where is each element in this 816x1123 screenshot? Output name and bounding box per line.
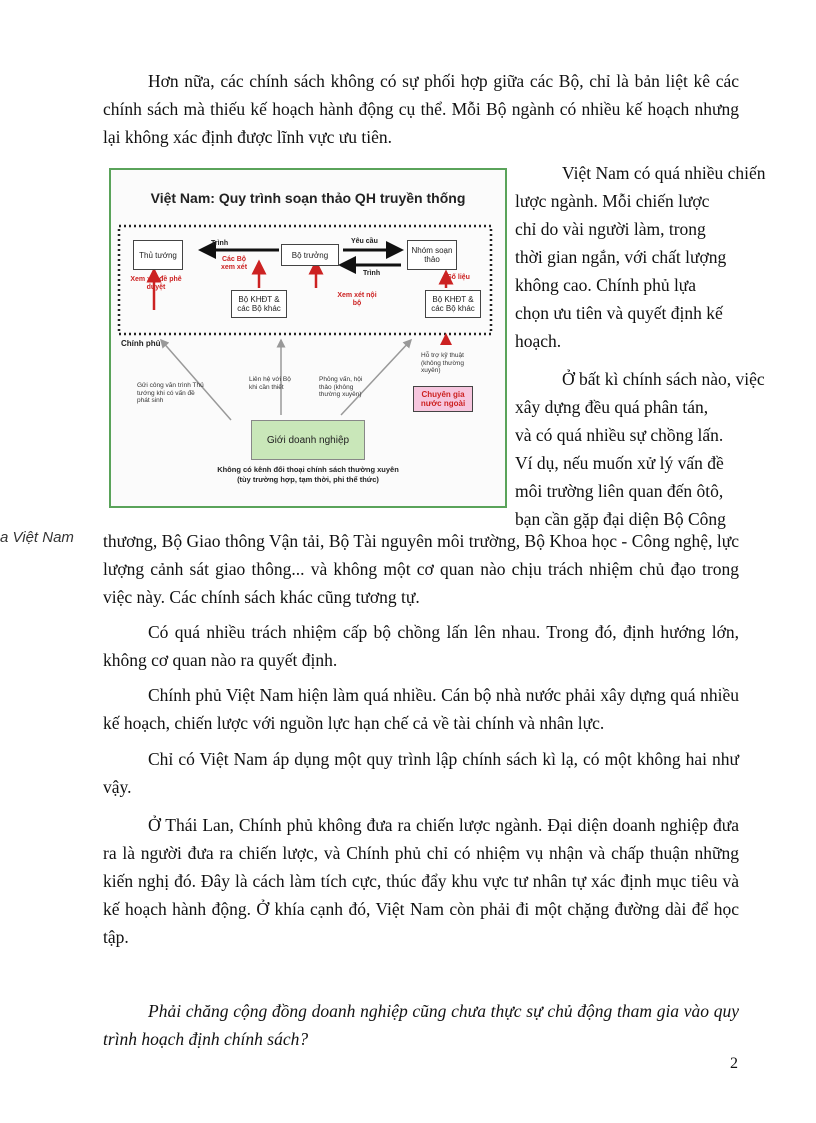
float-line: thời gian ngắn, với chất lượng [515,247,727,267]
paragraph-policy-coordination: Hơn nữa, các chính sách không có sự phối hợp giữa các Bộ, chỉ là bản liệt kê các chính sách mà thiếu kế hoạch hành động cụ thể. Mỗi Bộ ngành có nhiều kế hoạch nhưng lại không xác định được lĩnh vực ưu tiên. [103,71,739,147]
float-line: và có quá nhiều sự chồng lấn. [515,425,724,445]
label-trinh-top: Trình [211,240,229,247]
note-lien-he: Liên hệ với Bộ khi cần thiết [249,376,291,391]
process-diagram-figure [109,168,507,508]
figure-title: Việt Nam: Quy trình soạn thảo QH truyền thống [150,190,466,206]
paragraph-thailand-example: Ở Thái Lan, Chính phủ không đưa ra chiến lược ngành. Đại diện doanh nghiệp đưa ra là người đưa ra chiến lược, và Chính phủ chỉ có nhiệm vụ nhận và chấp thuận những kiến nghị đó. Đây là cách làm tích cực, thúc đẩy khu vực tư nhân tự xác định mục tiêu và kế hoạch hành động. Ở khía cạnh đó, Việt Nam còn phải đi một chặng đường dài để học tập. [103,815,739,947]
paragraph-overlap-continued: thương, Bộ Giao thông Vận tải, Bộ Tài nguyên môi trường, Bộ Khoa học - Công nghệ, lực lượng cảnh sát giao thông... và không một cơ quan nào chịu trách nhiệm chủ đạo trong việc này. Các chính sách khác cũng tương tự. [103,531,739,607]
box-bo-khdt-left: Bộ KHĐT & các Bộ khác [231,290,287,318]
float-line: Việt Nam có quá nhiều chiến [562,163,766,183]
note-ho-tro: Hỗ trợ kỹ thuật (không thường xuyên) [421,352,464,374]
interview-question: Phải chăng cộng đồng doanh nghiệp cũng chưa thực sự chủ động tham gia vào quy trình hoạch định chính sách? [103,1001,739,1049]
float-line: không cao. Chính phủ lựa [515,275,697,295]
float-line: chỉ do vài người làm, trong [515,219,706,239]
label-cac-bo-xem-xet: Các Bộ xem xét [220,256,248,271]
side-caption: a Việt Nam [0,529,74,546]
float-line: Ở bất kì chính sách nào, việc [562,369,765,389]
float-line: xây dựng đều quá phân tán, [515,397,709,417]
label-chinh-phu: Chính phủ [121,339,161,348]
box-thu-tuong: Thủ tướng [133,240,183,270]
label-so-lieu: Số liệu [447,274,470,281]
label-yeu-cau: Yêu cầu [351,238,378,245]
paragraph-overlapping-responsibility: Có quá nhiều trách nhiệm cấp bộ chồng lấn lên nhau. Trong đó, định hướng lớn, không cơ quan nào ra quyết định. [103,622,739,670]
box-nhom-soan-thao: Nhóm soạn thảo [407,240,457,270]
paragraph-government-does-too-much: Chính phủ Việt Nam hiện làm quá nhiều. Cán bộ nhà nước phải xây dựng quá nhiều kế hoạch, chiến lược với nguồn lực hạn chế cả về tài chính và nhân lực. [103,685,739,733]
float-line: Ví dụ, nếu muốn xử lý vấn đề [515,453,724,473]
float-text-column [515,159,787,533]
note-gui-cong-van: Gửi công văn trình Thủ tướng khi có vấn đề phát sinh [137,382,204,404]
float-line: chọn ưu tiên và quyết định kế [515,303,723,323]
note-phong-van: Phỏng vấn, hội thảo (không thường xuyên) [319,376,363,398]
float-line: môi trường liên quan đến ôtô, [515,481,724,501]
footer-no-dialogue: Không có kênh đối thoại chính sách thường xuyên [217,465,399,474]
box-bo-truong: Bộ trưởng [281,244,339,266]
label-xem-xet-noi-bo: Xem xét nội bộ [337,292,377,307]
box-doanh-nghiep: Giới doanh nghiệp [251,420,365,460]
float-line: hoạch. [515,331,562,351]
float-line: lược ngành. Mỗi chiến lược [515,191,710,211]
label-xem-xet-phe-duyet: Xem xét đề phê duyệt [130,276,182,291]
footer-sub: (tùy trường hợp, tạm thời, phi thể thức) [237,475,379,484]
label-trinh-mid: Trình [363,270,381,277]
box-bo-khdt-right: Bộ KHĐT & các Bộ khác [425,290,481,318]
page-number: 2 [730,1055,738,1072]
box-chuyen-gia: Chuyên gia nước ngoài [413,386,473,412]
paragraph-unique-process: Chỉ có Việt Nam áp dụng một quy trình lập chính sách kì lạ, có một không hai như vậy. [103,749,739,797]
float-line: bạn cần gặp đại diện Bộ Công [515,509,726,529]
